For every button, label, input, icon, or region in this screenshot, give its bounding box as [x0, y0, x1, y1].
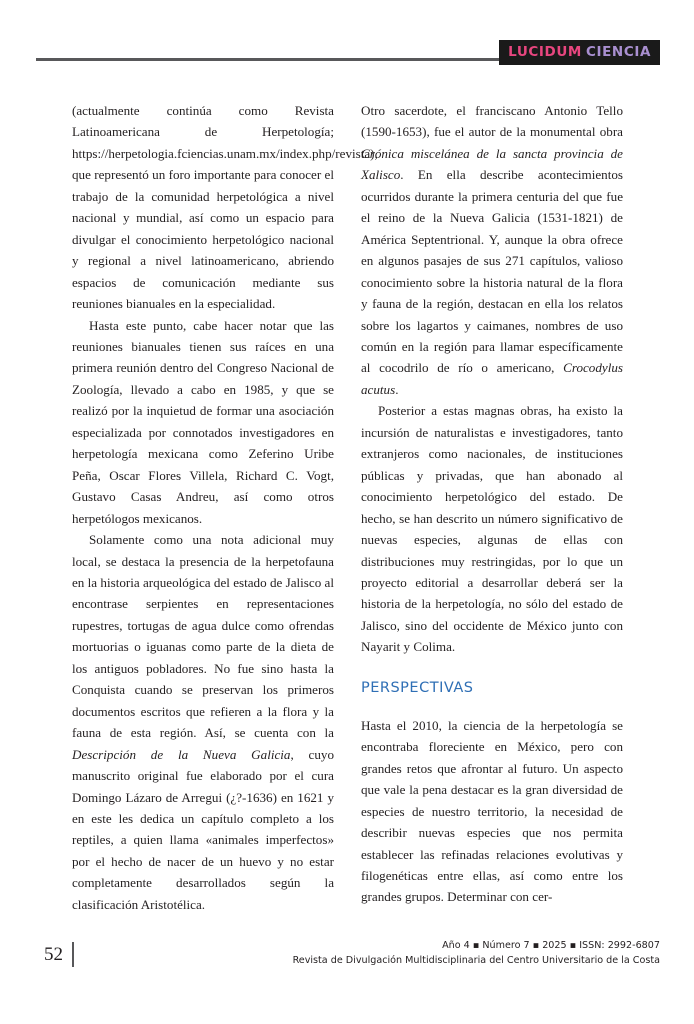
- title-descripcion-nueva-galicia: Descripción de la Nueva Galicia: [72, 746, 291, 762]
- folio: [44, 942, 74, 967]
- paragraph-perspectivas: Hasta el 2010, la ciencia de la herpetología se encontraba floreciente en México, pero con grandes retos que afrontar al futuro. Un aspecto que vale la pena destacar es la gran diversidad de especies de nuestro territorio, la necesidad de describir nuevas especies que nos permita establecer las refinadas relaciones evolutivas y filogenéticas entre ellas, así como entre los grandes grupos. Determinar con cer-: [361, 717, 623, 905]
- paragraph-continuation: (actualmente continúa como Revista Latinoamericana de Herpetología; https://herpetologia.fciencias.unam.mx/index.php/revista), que representó un foro importante para conocer el trabajo de la comunidad herpetológica a nivel nacional y mundial, así como un espacio para divulgar el conocimiento herpetológico nacional y regional a nivel latinoamericano, abriendo espacios de comunicación mediante sus reuniones bianuales en la especialidad.: [72, 103, 378, 312]
- title-cronica-miscelanea: Crónica miscelánea de la sancta provincia de Xalisco: [361, 145, 623, 183]
- page-footer: [36, 938, 660, 994]
- two-column-body: [72, 100, 623, 915]
- footer-text-block: [293, 938, 660, 968]
- header-rule: [36, 58, 502, 61]
- right-column: [361, 100, 623, 908]
- journal-subtitle-line: Revista de Divulgación Multidisciplinaria del Centro Universitario de la Costa: [292, 955, 660, 966]
- paragraph-bianuales: Hasta este punto, cabe hacer notar que las reuniones bianuales tienen sus raíces en una primera reunión dentro del Congreso Nacional de Zoología, llevado a cabo en 1985, y que se realizó por la inquietud de formar una asociación especializada por connotados investigadores en herpetología mexicana como Zeferino Uribe Peña, Oscar Flores Villela, Richard C. Vogt, Gustavo Casas Andreu, así como otros herpetólogos mexicanos.: [72, 317, 334, 526]
- page-number: 52: [44, 943, 63, 965]
- left-column: [72, 100, 378, 915]
- text-run: Otro sacerdote, el franciscano Antonio Tello (1590-1653), fue el autor de la monumental obra: [361, 103, 623, 140]
- page-header: [36, 44, 660, 73]
- paragraph-antonio-tello: [361, 100, 623, 400]
- paragraph-nota-local: [72, 529, 334, 915]
- species-name-crocodylus-acutus: Crocodylus acutus: [361, 360, 623, 397]
- text-run: . En ella describe acontecimientos ocurridos durante la primera centuria del que fue el reino de la Nueva Galicia (1531-1821) de América Septentrional. Y, aunque la obra ofrece en algunos pasajes de sus 271 capítulos, valioso conocimiento sobre la historia natural de la flora y fauna de la región, destacan en ella los relatos sobre los lagartos y caimanes, nombres de uso común en la región para llamar específicamente al cocodrilo de río o americano,: [361, 167, 623, 376]
- issue-info-line: Año 4 ▪ Número 7 ▪ 2025 ▪ ISSN: 2992-6807: [442, 940, 660, 951]
- folio-rule: [72, 942, 74, 967]
- brand-logo-badge: [499, 40, 660, 65]
- section-heading-perspectivas: PERSPECTIVAS: [361, 679, 474, 696]
- text-run: .: [395, 381, 399, 397]
- paragraph-naturalistas: Posterior a estas magnas obras, ha existo la incursión de naturalistas e investigadores, tanto extranjeros como nacionales, de instituciones públicas y privadas, que han abonado al conocimiento herpetológico del estado. De hecho, se han descrito un número significativo de nuevas especies, algunas de ellas con distribuciones muy restringidas, por lo que un proyecto editorial a desarrollar deberá ser la historia de la herpetología, no sólo del estado de Jalisco, sino del occidente de México junto con Nayarit y Colima.: [361, 403, 623, 655]
- brand-name-ciencia: CIENCIA: [585, 44, 651, 60]
- text-run: Solamente como una nota adicional muy local, se destaca la presencia de la herpetofauna en la historia arqueológica del estado de Jalisco al encontrase serpientes en representaciones rupestres, tortugas de agua dulce como ofrendas mortuorias o iguanas como parte de la dieta de los antiguos pobladores. No fue sino hasta la Conquista cuando se preservan los primeros documentos escritos que refieren a la flora y la fauna de esta región. Así, se cuenta con la: [72, 532, 334, 741]
- brand-name-lucidum: LUCIDUM: [508, 44, 582, 60]
- text-run: , cuyo manuscrito original fue elaborado por el cura Domingo Lázaro de Arregui (¿?-1636) en 1621 y en este les dedica un capítulo completo a los reptiles, a quien llama «animales imperfectos» por el hecho de nacer de un huevo y no estar completamente desarrollados según la clasificación Aristotélica.: [72, 746, 334, 912]
